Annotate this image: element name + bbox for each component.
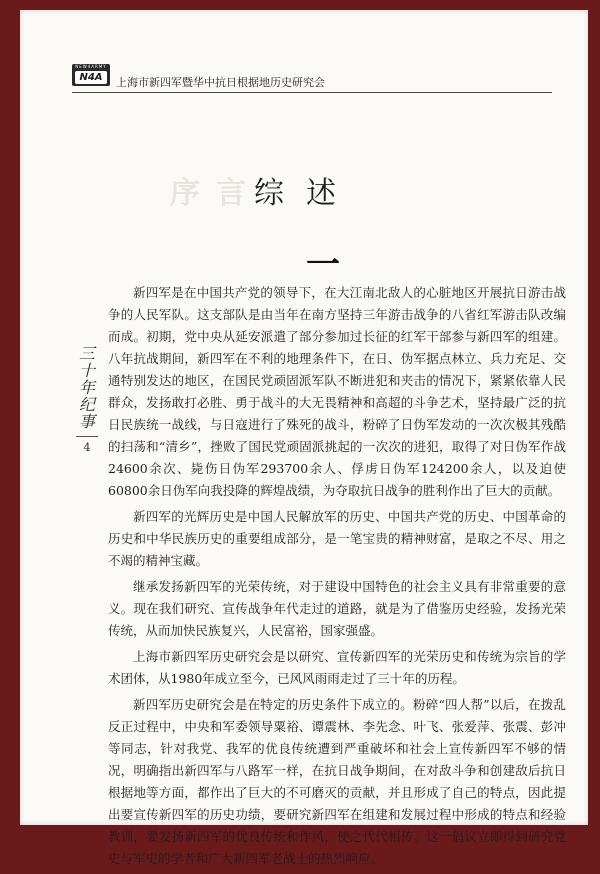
body-text <box>108 282 566 874</box>
margin-brand-calligraphy: 三十年纪事 <box>78 344 95 431</box>
page-header <box>72 64 552 89</box>
paragraph: 上海市新四军历史研究会是以研究、宣传新四军的光荣历史和传统为宗旨的学术团体，从1980年成立至今，已风风雨雨走过了三十年的历程。 <box>108 649 566 686</box>
n4a-logo <box>72 64 110 86</box>
margin-mark <box>74 345 100 454</box>
margin-divider <box>76 436 98 437</box>
paragraph: 继承发扬新四军的光荣传统，对于建设中国特色的社会主义具有非常重要的意义。现在我们研究、宣传战争年代走过的道路，就是为了借鉴历史经验，发扬光荣传统，从而加快民族复兴，人民富裕，国家强盛。 <box>108 579 566 638</box>
document-page <box>20 10 588 866</box>
show-through-title: 序言 <box>170 176 262 211</box>
paragraph: 新四军的光辉历史是中国人民解放军的历史、中国共产党的历史、中国革命的历史和中华民族历史的重要组成部分，是一笔宝贵的精神财富，是取之不尽、用之不竭的精神宝藏。 <box>108 509 566 568</box>
paragraph: 新四军是在中国共产党的领导下，在大江南北敌人的心脏地区开展抗日游击战争的人民军队。这支部队是由当年在南方坚持三年游击战争的八省红军游击队改编而成。初期，党中央从延安派遣了部分参加过长征的红军干部参与新四军的组建。八年抗战期间，新四军在不利的地理条件下，在日、伪军据点林立、兵力充足、交通特别发达的地区，在国民党顽固派军队不断进犯和夹击的情况下，紧紧依靠人民群众，发扬敢打必胜、勇于战斗的大无畏精神和高超的斗争艺术，坚持最广泛的抗日民族统一战线，与日寇进行了殊死的战斗，粉碎了日伪军发动的一次次极其残酷的扫荡和“清乡”，挫败了国民党顽固派挑起的一次次的进犯，取得了对日伪军作战24600余次、毙伤日伪军293700余人、俘虏日伪军124200余人，以及迫使60800余日伪军向我投降的辉煌战绩，为夺取抗日战争的胜利作出了巨大的贡献。 <box>108 285 566 498</box>
logo-top-text: NEW4ARMY <box>75 64 107 69</box>
page-title: 综述 <box>254 176 358 211</box>
section-number: 一 <box>306 245 340 285</box>
paragraph: 新四军历史研究会是在特定的历史条件下成立的。粉碎“四人帮”以后，在拨乱反正过程中，中央和军委领导粟裕、谭震林、李先念、叶飞、张爱萍、张震、彭冲等同志，针对我党、我军的优良传统遭到严重破坏和社会上宣传新四军不够的情况，明确指出新四军与八路军一样，在抗日战争期间，在对敌斗争和创建敌后抗日根据地等方面，都作出了巨大的不可磨灭的贡献，并且形成了自己的特点，因此提出要宣传新四军的历史功绩，要研究新四军在组建和发展过程中形成的特点和经验教训，要发扬新四军的优良传统和作风，使之代代相传。这一倡议立即得到研究党史与军史的学者和广大新四军老战士的热烈响应。 <box>108 697 566 866</box>
page-number: 4 <box>83 441 91 454</box>
organization-name: 上海市新四军暨华中抗日根据地历史研究会 <box>116 76 325 89</box>
logo-text: N4A <box>75 71 107 84</box>
header-rule <box>72 92 552 93</box>
